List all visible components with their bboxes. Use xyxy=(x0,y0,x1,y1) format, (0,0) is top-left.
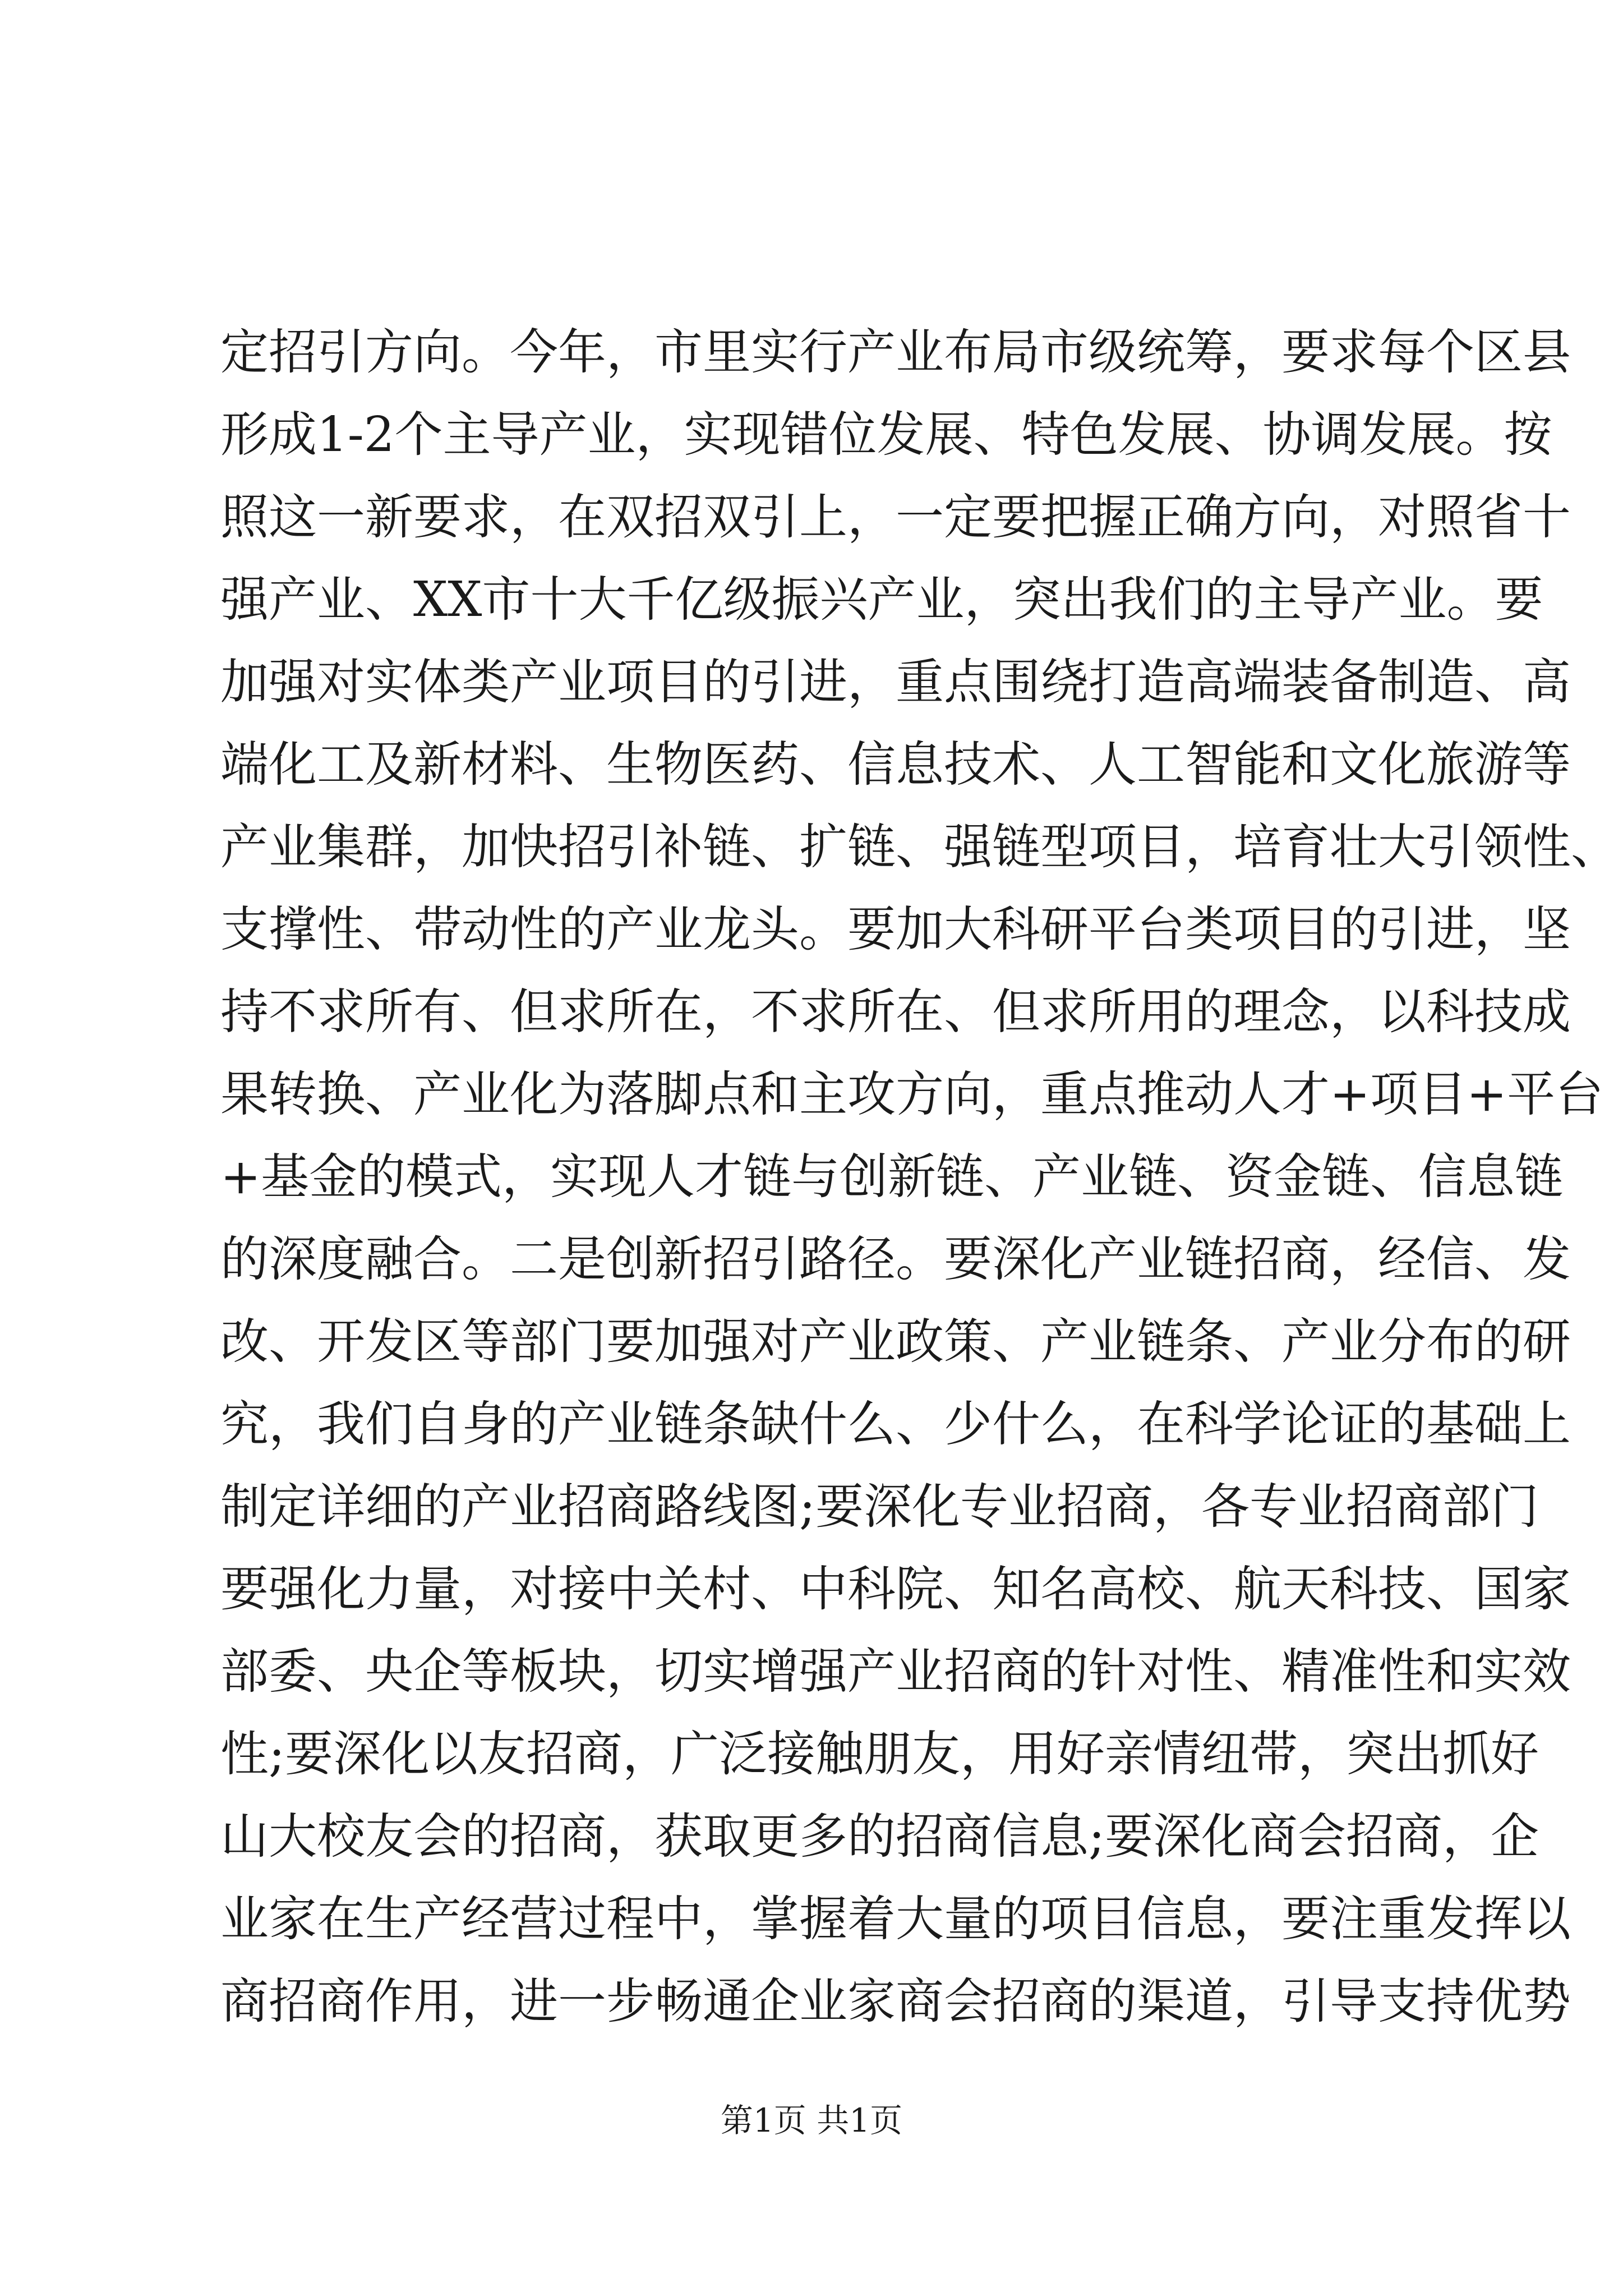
text-line: 果转换、产业化为落脚点和主攻方向，重点推动人才+项目+平台 xyxy=(220,1066,1604,1122)
page-footer: 第1页 共1页 xyxy=(720,2101,903,2139)
text-line: 端化工及新材料、生物医药、信息技术、人工智能和文化旅游等 xyxy=(220,737,1571,793)
text-line: 改、开发区等部门要加强对产业政策、产业链条、产业分布的研 xyxy=(220,1314,1571,1370)
text-line: 强产业、XX市十大千亿级振兴产业，突出我们的主导产业。要 xyxy=(220,572,1543,628)
text-line: 形成1-2个主导产业，实现错位发展、特色发展、协调发展。按 xyxy=(220,407,1552,463)
text-line: 制定详细的产业招商路线图;要深化专业招商，各专业招商部门 xyxy=(220,1479,1539,1535)
text-line: 要强化力量，对接中关村、中科院、知名高校、航天科技、国家 xyxy=(220,1561,1571,1617)
text-line: 的深度融合。二是创新招引路径。要深化产业链招商，经信、发 xyxy=(220,1231,1571,1287)
text-line: 究，我们自身的产业链条缺什么、少什么，在科学论证的基础上 xyxy=(220,1396,1571,1452)
text-line: 商招商作用，进一步畅通企业家商会招商的渠道，引导支持优势 xyxy=(220,1973,1571,2030)
text-line: 加强对实体类产业项目的引进，重点围绕打造高端装备制造、高 xyxy=(220,654,1571,710)
text-line: 部委、央企等板块，切实增强产业招商的针对性、精准性和实效 xyxy=(220,1644,1571,1700)
body-paragraph xyxy=(220,311,1619,2043)
text-line: 定招引方向。今年，市里实行产业布局市级统筹，要求每个区县 xyxy=(220,324,1571,380)
text-line: 性;要深化以友招商，广泛接触朋友，用好亲情纽带，突出抓好 xyxy=(220,1726,1539,1782)
text-line: 照这一新要求，在双招双引上，一定要把握正确方向，对照省十 xyxy=(220,489,1571,545)
text-line: 持不求所有、但求所在，不求所在、但求所用的理念，以科技成 xyxy=(220,984,1571,1040)
text-line: +基金的模式，实现人才链与创新链、产业链、资金链、信息链 xyxy=(220,1149,1564,1205)
text-line: 产业集群，加快招引补链、扩链、强链型项目，培育壮大引领性、 xyxy=(220,819,1619,875)
text-line: 山大校友会的招商，获取更多的招商信息;要深化商会招商，企 xyxy=(220,1809,1539,1865)
text-line: 支撑性、带动性的产业龙头。要加大科研平台类项目的引进，坚 xyxy=(220,901,1571,958)
text-line: 业家在生产经营过程中，掌握着大量的项目信息，要注重发挥以 xyxy=(220,1891,1571,1947)
